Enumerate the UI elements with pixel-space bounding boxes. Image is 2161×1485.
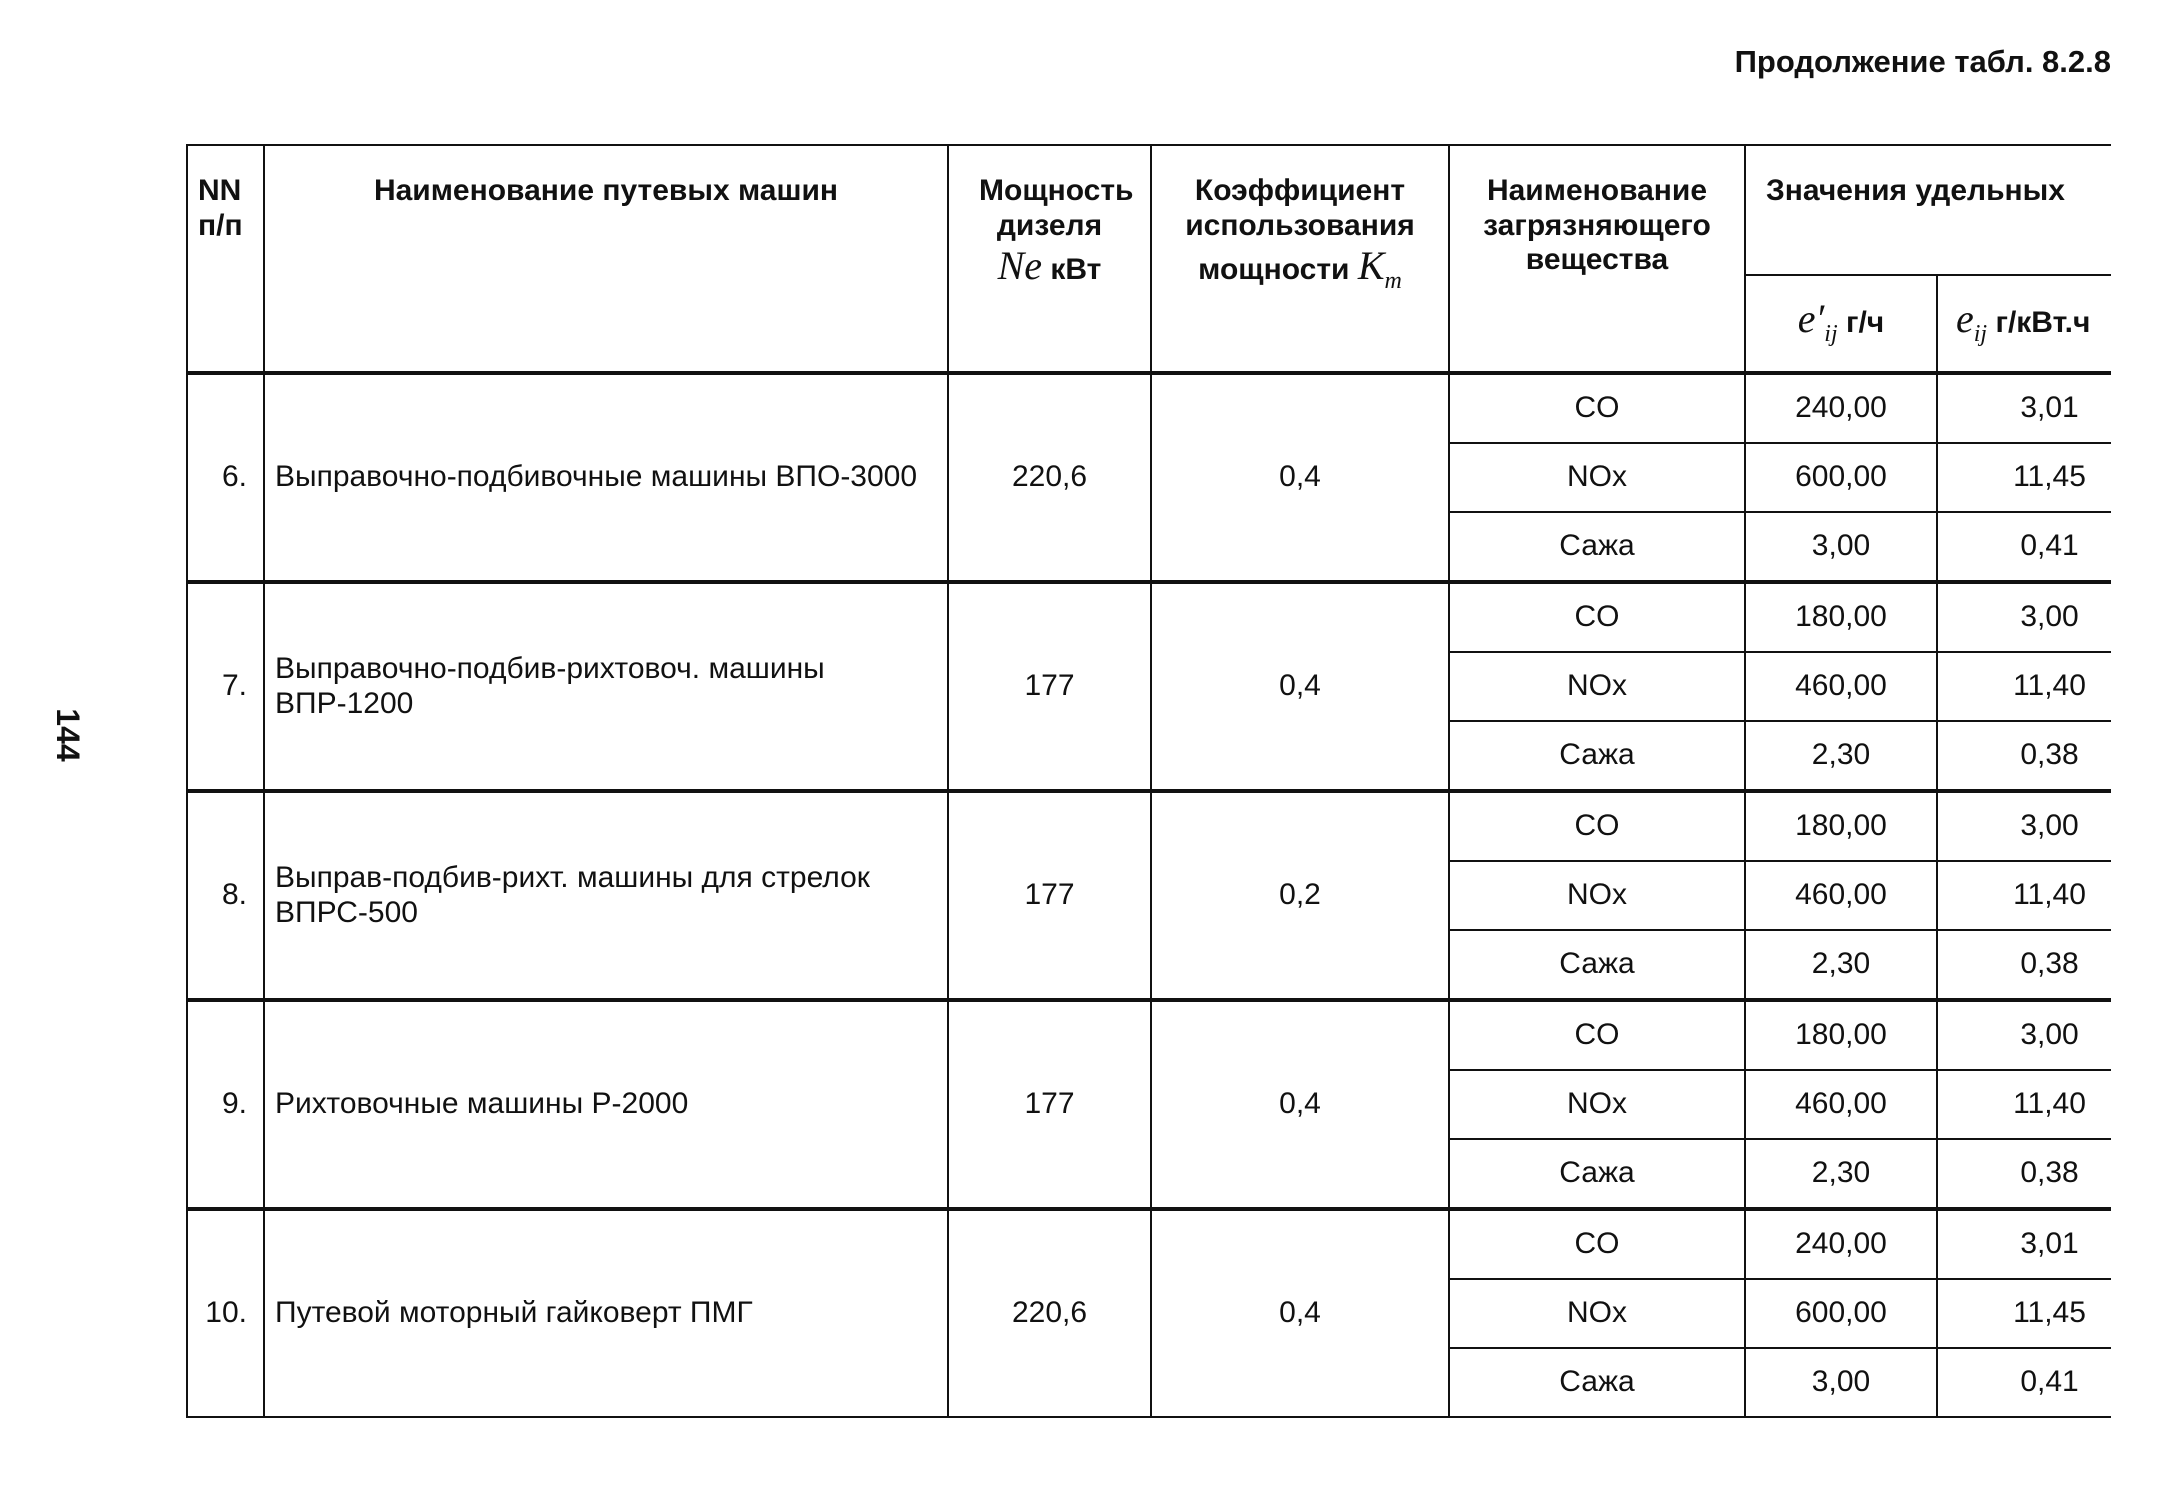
table-body [187,373,2111,1417]
machine-name: Рихтовочные машины Р-2000 [264,1000,948,1209]
value-e-prime: 240,00 [1745,1209,1937,1279]
header-specific-values: Значения удельных [1745,145,2111,275]
e-unit: г/кВт.ч [1995,306,2091,339]
pollutant-name: NOx [1449,1070,1745,1139]
table-row [187,373,2111,443]
row-index: 8. [187,791,264,1000]
pollutant-name: CO [1449,582,1745,652]
value-e-prime: 2,30 [1745,721,1937,791]
pollutant-name: Сажа [1449,721,1745,791]
value-e: 3,01 [1937,1209,2111,1279]
row-index: 6. [187,373,264,582]
row-index: 10. [187,1209,264,1417]
pollutant-name: Сажа [1449,930,1745,1000]
header-e-prime [1745,275,1937,373]
pollutant-name: Сажа [1449,512,1745,582]
emissions-table-container [186,144,2111,1429]
machine-name: Выправ-подбив-рихт. машины для стрелок ВПРС-500 [264,791,948,1000]
value-e-prime: 600,00 [1745,443,1937,512]
value-e: 3,01 [1937,373,2111,443]
value-e-prime: 600,00 [1745,1279,1937,1348]
header-index: NN п/п [187,145,264,373]
power-coefficient: 0,4 [1151,1000,1449,1209]
pollutant-name: NOx [1449,861,1745,930]
power-coefficient: 0,2 [1151,791,1449,1000]
value-e: 11,40 [1937,1070,2111,1139]
row-index: 7. [187,582,264,791]
e-prime-unit: г/ч [1845,306,1885,339]
header-pollutant: Наименование загрязняющего вещества [1449,145,1745,373]
machine-name: Выправочно-подбивочные машины ВПО-3000 [264,373,948,582]
value-e-prime: 180,00 [1745,791,1937,861]
header-coef-symbol-line [1152,243,1448,296]
row-index: 9. [187,1000,264,1209]
header-power-label: Мощность дизеля [979,174,1134,242]
header-power [948,145,1151,373]
pollutant-name: Сажа [1449,1348,1745,1417]
power-coefficient: 0,4 [1151,373,1449,582]
value-e-prime: 2,30 [1745,1139,1937,1209]
pollutant-name: CO [1449,791,1745,861]
table-header [187,145,2111,373]
table-row [187,1000,2111,1070]
value-e: 0,41 [1937,1348,2111,1417]
pollutant-name: Сажа [1449,1139,1745,1209]
header-coef [1151,145,1449,373]
value-e: 3,00 [1937,1000,2111,1070]
pollutant-name: CO [1449,1000,1745,1070]
value-e: 0,38 [1937,930,2111,1000]
pollutant-name: NOx [1449,652,1745,721]
value-e-prime: 180,00 [1745,582,1937,652]
power-unit: кВт [1050,253,1102,286]
value-e: 3,00 [1937,582,2111,652]
diesel-power: 177 [948,582,1151,791]
value-e: 11,40 [1937,652,2111,721]
value-e-prime: 460,00 [1745,652,1937,721]
header-power-symbol-line [949,243,1150,289]
page-number: 144 [50,708,86,762]
value-e-prime: 2,30 [1745,930,1937,1000]
power-coefficient: 0,4 [1151,1209,1449,1417]
value-e-prime: 460,00 [1745,1070,1937,1139]
pollutant-name: CO [1449,1209,1745,1279]
table-row [187,582,2111,652]
diesel-power: 220,6 [948,373,1151,582]
pollutant-name: CO [1449,373,1745,443]
header-coef-label: Коэффициент использования [1185,174,1415,242]
diesel-power: 177 [948,791,1151,1000]
emissions-table [186,144,2111,1418]
value-e: 11,45 [1937,1279,2111,1348]
diesel-power: 220,6 [948,1209,1151,1417]
value-e-prime: 460,00 [1745,861,1937,930]
value-e: 0,38 [1937,1139,2111,1209]
machine-name: Путевой моторный гайковерт ПМГ [264,1209,948,1417]
pollutant-name: NOx [1449,1279,1745,1348]
header-machine: Наименование путевых машин [264,145,948,373]
value-e-prime: 3,00 [1745,1348,1937,1417]
table-row [187,1209,2111,1279]
header-e [1937,275,2111,373]
power-coefficient: 0,4 [1151,582,1449,791]
value-e-prime: 180,00 [1745,1000,1937,1070]
value-e: 0,41 [1937,512,2111,582]
diesel-power: 177 [948,1000,1151,1209]
value-e: 11,40 [1937,861,2111,930]
power-symbol: Ne [997,243,1043,288]
table-caption: Продолжение табл. 8.2.8 [1734,44,2111,79]
coef-label-line2: мощности [1198,253,1350,286]
value-e: 0,38 [1937,721,2111,791]
coef-symbol: $K_m$ [1357,243,1402,294]
pollutant-name: NOx [1449,443,1745,512]
value-e: 11,45 [1937,443,2111,512]
machine-name: Выправочно-подбив-рихтовоч. машины ВПР-1200 [264,582,948,791]
value-e-prime: 3,00 [1745,512,1937,582]
value-e-prime: 240,00 [1745,373,1937,443]
table-row [187,791,2111,861]
e-prime-symbol: $e'_{ij}$ [1797,296,1838,347]
value-e: 3,00 [1937,791,2111,861]
e-symbol: $e_{ij}$ [1956,296,1988,347]
